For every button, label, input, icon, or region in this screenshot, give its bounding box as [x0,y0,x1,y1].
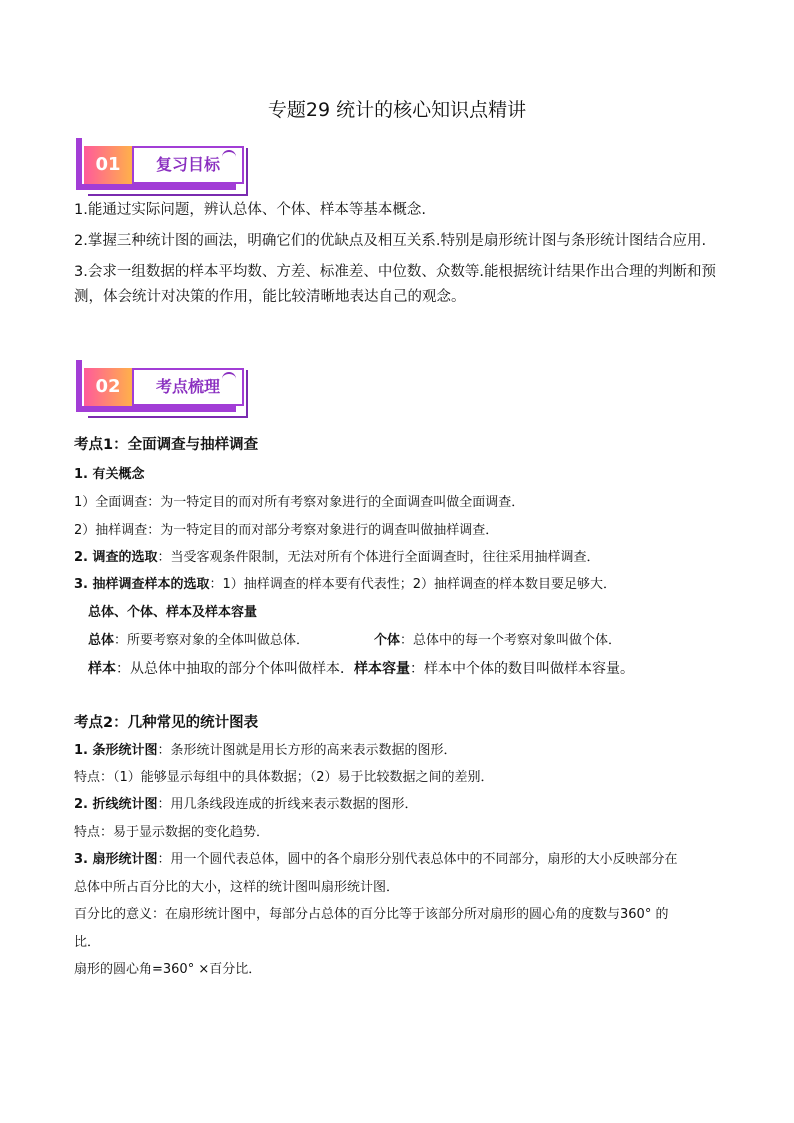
badge-label [132,146,244,184]
section-badge-review-goals [76,138,248,200]
kp2-line [74,851,678,869]
badge-frame-bottom-inner [88,194,248,196]
kp1-text: ：从总体中抽取的部分个体叫做样本． [116,661,354,677]
kp2-term: 2. 折线统计图 [74,797,158,812]
badge-number: 01 [84,146,132,184]
kp2-line: 特点：（1）能够显示每组中的具体数据；（2）易于比较数据之间的差别． [74,770,494,785]
badge-arc-decoration [222,150,236,159]
kp1-line [74,549,600,567]
kp1-line [374,632,621,650]
kp1-line [88,660,634,678]
badge-frame-bottom-inner [88,416,248,418]
kp1-heading: 考点1：全面调查与抽样调查 [74,437,259,453]
badge-frame-bottom [76,406,236,412]
kp2-line: 比． [74,935,101,950]
section-badge-key-points [76,360,248,422]
kp1-term: 样本 [88,661,116,677]
kp2-line: 总体中所占百分比的大小，这样的统计图叫扇形统计图． [74,880,400,895]
kp2-text: ：条形统计图就是用长方形的高来表示数据的图形． [157,743,457,758]
kp1-line: 2）抽样调查：为一特定目的而对部分考察对象进行的调查叫做抽样调查． [74,523,499,538]
kp1-term: 2. 调查的选取 [74,550,158,565]
kp1-text: ：所要考察对象的全体叫做总体． [114,633,310,648]
kp1-subheading: 总体、个体、样本及样本容量 [88,605,258,620]
badge-frame-bottom [76,184,236,190]
goal-item: 1.能通过实际问题，辨认总体、个体、样本等基本概念. [74,202,426,218]
kp2-heading: 考点2：几种常见的统计图表 [74,715,259,731]
kp1-line: 1. 有关概念 [74,467,145,482]
kp2-line: 百分比的意义：在扇形统计图中，每部分占总体的百分比等于该部分所对扇形的圆心角的度数与360° 的 [74,907,669,922]
kp2-line [74,796,418,814]
kp1-line [88,632,309,650]
badge-arc-decoration [222,372,236,381]
kp2-line [74,742,457,760]
kp2-text: ：用一个圆代表总体，圆中的各个扇形分别代表总体中的不同部分，扇形的大小反映部分在 [157,852,678,867]
kp1-text: ：总体中的每一个考察对象叫做个体． [400,633,622,648]
kp2-term: 1. 条形统计图 [74,743,158,758]
kp1-text: ：1）抽样调查的样本要有代表性；2）抽样调查的样本数目要足够大． [209,577,617,592]
kp1-term: 3. 抽样调查样本的选取 [74,577,210,592]
badge-label [132,368,244,406]
review-goals [74,198,724,310]
goal-item: 3.会求一组数据的样本平均数、方差、标准差、中位数、众数等.能根据统计结果作出合理的判断和预测，体会统计对决策的作用，能比较清晰地表达自己的观念。 [74,264,716,305]
kp2-term: 3. 扇形统计图 [74,852,158,867]
kp1-term: 样本容量 [354,661,410,677]
badge-frame-left [76,360,82,412]
kp1-line [74,576,616,594]
kp2-line: 扇形的圆心角=360° ×百分比． [74,962,262,977]
page-title: 专题29 统计的核心知识点精讲 [267,99,527,121]
kp2-line: 特点：易于显示数据的变化趋势． [74,825,270,840]
kp1-term: 个体 [374,633,401,648]
badge-frame-right [246,148,248,196]
badge-label-text: 复习目标 [155,155,220,174]
badge-frame-right [246,370,248,418]
badge-label-text: 考点梳理 [155,377,220,396]
kp2-text: ：用几条线段连成的折线来表示数据的图形． [157,797,418,812]
badge-frame-left [76,138,82,190]
goal-item: 2.掌握三种统计图的画法，明确它们的优缺点及相互关系.特别是扇形统计图与条形统计图结合应用. [74,233,707,249]
kp1-text: ：样本中个体的数目叫做样本容量。 [410,661,634,677]
badge-number: 02 [84,368,132,406]
kp1-line: 1）全面调查：为一特定目的而对所有考察对象进行的全面调查叫做全面调查． [74,495,525,510]
kp1-text: ：当受客观条件限制，无法对所有个体进行全面调查时，往往采用抽样调查． [157,550,600,565]
kp1-term: 总体 [88,633,115,648]
